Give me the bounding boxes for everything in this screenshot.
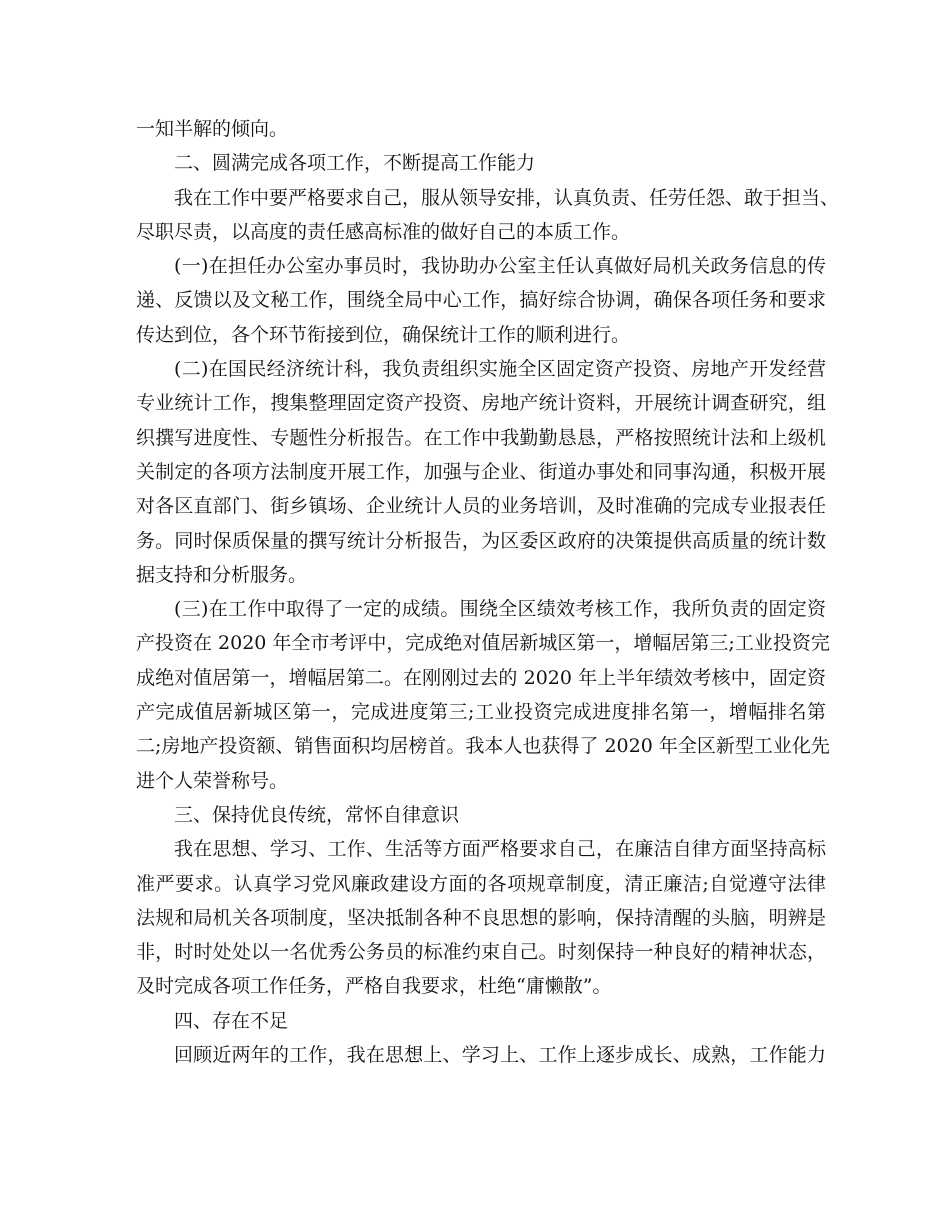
paragraph-line: 产完成值居新城区第一，完成进度第三;工业投资完成进度排名第一，增幅排名第 — [136, 701, 826, 724]
section-heading: 二、圆满完成各项工作，不断提高工作能力 — [174, 152, 536, 175]
paragraph-line: 专业统计工作，搜集整理固定资产投资、房地产统计资料，开展统计调查研究，组 — [136, 392, 826, 415]
paragraph-line: 对各区直部门、街乡镇场、企业统计人员的业务培训，及时准确的完成专业报表任 — [136, 495, 826, 518]
section-heading: 四、存在不足 — [174, 1009, 289, 1032]
paragraph-line: 二;房地产投资额、销售面积均居榜首。我本人也获得了 2020 年全区新型工业化先 — [136, 735, 830, 758]
paragraph-line: 务。同时保质保量的撰写统计分析报告，为区委区政府的决策提供高质量的统计数 — [136, 529, 826, 552]
paragraph-line: (三)在工作中取得了一定的成绩。围绕全区绩效考核工作，我所负责的固定资 — [174, 598, 826, 621]
paragraph-line: 一知半解的倾向。 — [136, 118, 289, 140]
paragraph-line: 织撰写进度性、专题性分析报告。在工作中我勤勤恳恳，严格按照统计法和上级机 — [136, 426, 826, 449]
paragraph-line: 我在思想、学习、工作、生活等方面严格要求自己，在廉洁自律方面坚持高标 — [174, 838, 826, 861]
paragraph-line: 关制定的各项方法制度开展工作，加强与企业、街道办事处和同事沟通，积极开展 — [136, 460, 826, 483]
paragraph-line: (二)在国民经济统计科，我负责组织实施全区固定资产投资、房地产开发经营 — [174, 358, 826, 381]
paragraph-line: 成绝对值居第一，增幅居第二。在刚刚过去的 2020 年上半年绩效考核中，固定资 — [136, 666, 826, 689]
paragraph-line: 据支持和分析服务。 — [136, 563, 308, 586]
paragraph-line: 尽职尽责，以高度的责任感高标准的做好自己的本质工作。 — [136, 220, 631, 243]
paragraph-line: 进个人荣誉称号。 — [136, 769, 289, 792]
paragraph-line: 及时完成各项工作任务，严格自我要求，杜绝“庸懒散”。 — [136, 975, 612, 998]
paragraph-line: 递、反馈以及文秘工作，围绕全局中心工作，搞好综合协调，确保各项任务和要求 — [136, 289, 826, 312]
paragraph-line: 非，时时处处以一名优秀公务员的标准约束自己。时刻保持一种良好的精神状态， — [136, 941, 826, 964]
paragraph-line: 回顾近两年的工作，我在思想上、学习上、工作上逐步成长、成熟，工作能力 — [174, 1044, 826, 1067]
paragraph-line: 准严要求。认真学习党风廉政建设方面的各项规章制度，清正廉洁;自觉遵守法律 — [136, 872, 826, 895]
paragraph-line: 产投资在 2020 年全市考评中，完成绝对值居新城区第一，增幅居第三;工业投资完 — [136, 632, 830, 655]
section-heading: 三、保持优良传统，常怀自律意识 — [174, 803, 460, 826]
paragraph-line: (一)在担任办公室办事员时，我协助办公室主任认真做好局机关政务信息的传 — [174, 255, 826, 278]
document-body — [136, 112, 840, 1072]
paragraph-line: 法规和局机关各项制度，坚决抵制各种不良思想的影响，保持清醒的头脑，明辨是 — [136, 906, 826, 929]
paragraph-line: 传达到位，各个环节衔接到位，确保统计工作的顺利进行。 — [136, 323, 631, 346]
paragraph-line: 我在工作中要严格要求自己，服从领导安排，认真负责、任劳任怨、敢于担当、 — [174, 186, 840, 209]
